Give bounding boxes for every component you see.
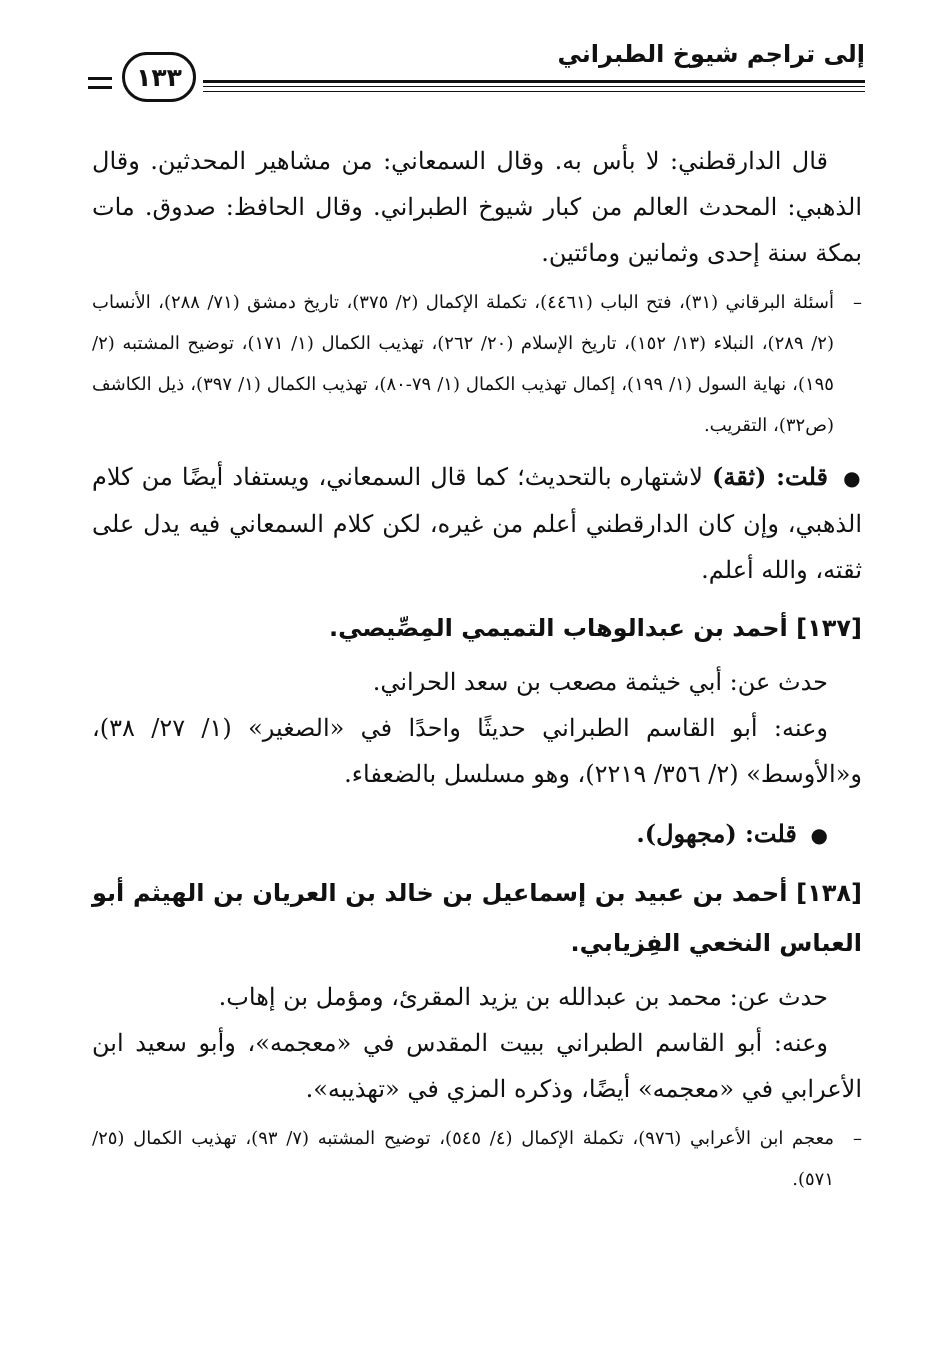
entry-136-footnote-text: أسئلة البرقاني (٣١)، فتح الباب (٤٤٦١)، تكملة الإكمال (٢/ ٣٧٥)، تاريخ دمشق (٧١/ ٢٨٨)، الأنساب (٢/ ٢٨٩)، النبلاء (١٣/ ١٥٢)، تاريخ الإسلام (٢٠/ ٢٦٢)، تهذيب الكمال (١/ ١٧١)، توضيح المشتبه (٢/ ١٩٥)، نهاية السول (١/ ١٩٩)، إكمال تهذيب الكمال (١/ ٧٩-٨٠)، تهذيب الكمال (١/ ٣٩٧)، ذيل الكاشف (ص٣٢)، التقريب. (92, 292, 834, 436)
running-title: إلى تراجم شيوخ الطبراني (557, 40, 865, 68)
entry-136-paragraph: قال الدارقطني: لا بأس به. وقال السمعاني: من مشاهير المحدثين. وقال الذهبي: المحدث العالم من كبار شيوخ الطبراني. وقال الحافظ: صدوق. مات بمكة سنة إحدى وثمانين ومائتين. (92, 147, 862, 267)
entry-138-heading: [١٣٨] أحمد بن عبيد بن إسماعيل بن خالد بن العريان بن الهيثم أبو العباس النخعي الفِزيابي. (92, 879, 862, 957)
header-rule-thin-2 (203, 91, 865, 92)
entry-137-verdict (92, 811, 862, 858)
spacer (92, 797, 862, 811)
entry-137-heading: [١٣٧] أحمد بن عبدالوهاب التميمي المِصِّيصي. (329, 614, 862, 642)
entry-137-narrated-by: وعنه: أبو القاسم الطبراني حديثًا واحدًا في «الصغير» (١/ ٢٧/ ٣٨)، و«الأوسط» (٢/ ٣٥٦/ ٢٢١٩)، وهو مسلسل بالضعفاء. (92, 714, 862, 788)
header-stub-rule (88, 77, 112, 80)
footnote-dash: – (853, 1128, 862, 1149)
entry-137-narrated-from: حدث عن: أبي خيثمة مصعب بن سعد الحراني. (372, 668, 828, 696)
entry-138-footnote-text: معجم ابن الأعرابي (٩٧٦)، تكملة الإكمال (٤/ ٥٤٥)، توضيح المشتبه (٧/ ٩٣)، تهذيب الكمال (٢٥/ ٥٧١). (92, 1128, 834, 1190)
header-rule-thick (203, 80, 865, 83)
header-rule-thin (203, 86, 865, 87)
entry-138-narrated-from: حدث عن: محمد بن عبدالله بن يزيد المقرئ، ومؤمل بن إهاب. (218, 983, 828, 1011)
entry-136-verdict-label: قلت: (ثقة) (711, 462, 829, 491)
entry-137-verdict-label: قلت: (مجهول). (636, 819, 797, 848)
page-header (88, 32, 865, 112)
footnote-dash: – (853, 292, 862, 313)
header-stub-rule-2 (88, 86, 112, 89)
bullet-icon: ● (843, 466, 863, 490)
bullet-icon: ● (810, 823, 828, 847)
entry-136-verdict (92, 454, 862, 593)
page-number: ١٣٣ (122, 52, 196, 102)
entry-136-footnote (92, 282, 862, 446)
entry-138-narrated-by: وعنه: أبو القاسم الطبراني ببيت المقدس في «معجمه»، وأبو سعيد ابن الأعرابي في «معجمه» أيضًا، وذكره المزي في «تهذيبه». (92, 1029, 862, 1103)
page-content (92, 138, 862, 1208)
entry-136-verdict-text: لاشتهاره بالتحديث؛ كما قال السمعاني، ويستفاد أيضًا من كلام الذهبي، وإن كان الدارقطني أعلم من غيره، لكن كلام السمعاني فيه يدل على ثقته، والله أعلم. (92, 463, 862, 584)
entry-138-footnote (92, 1118, 862, 1200)
